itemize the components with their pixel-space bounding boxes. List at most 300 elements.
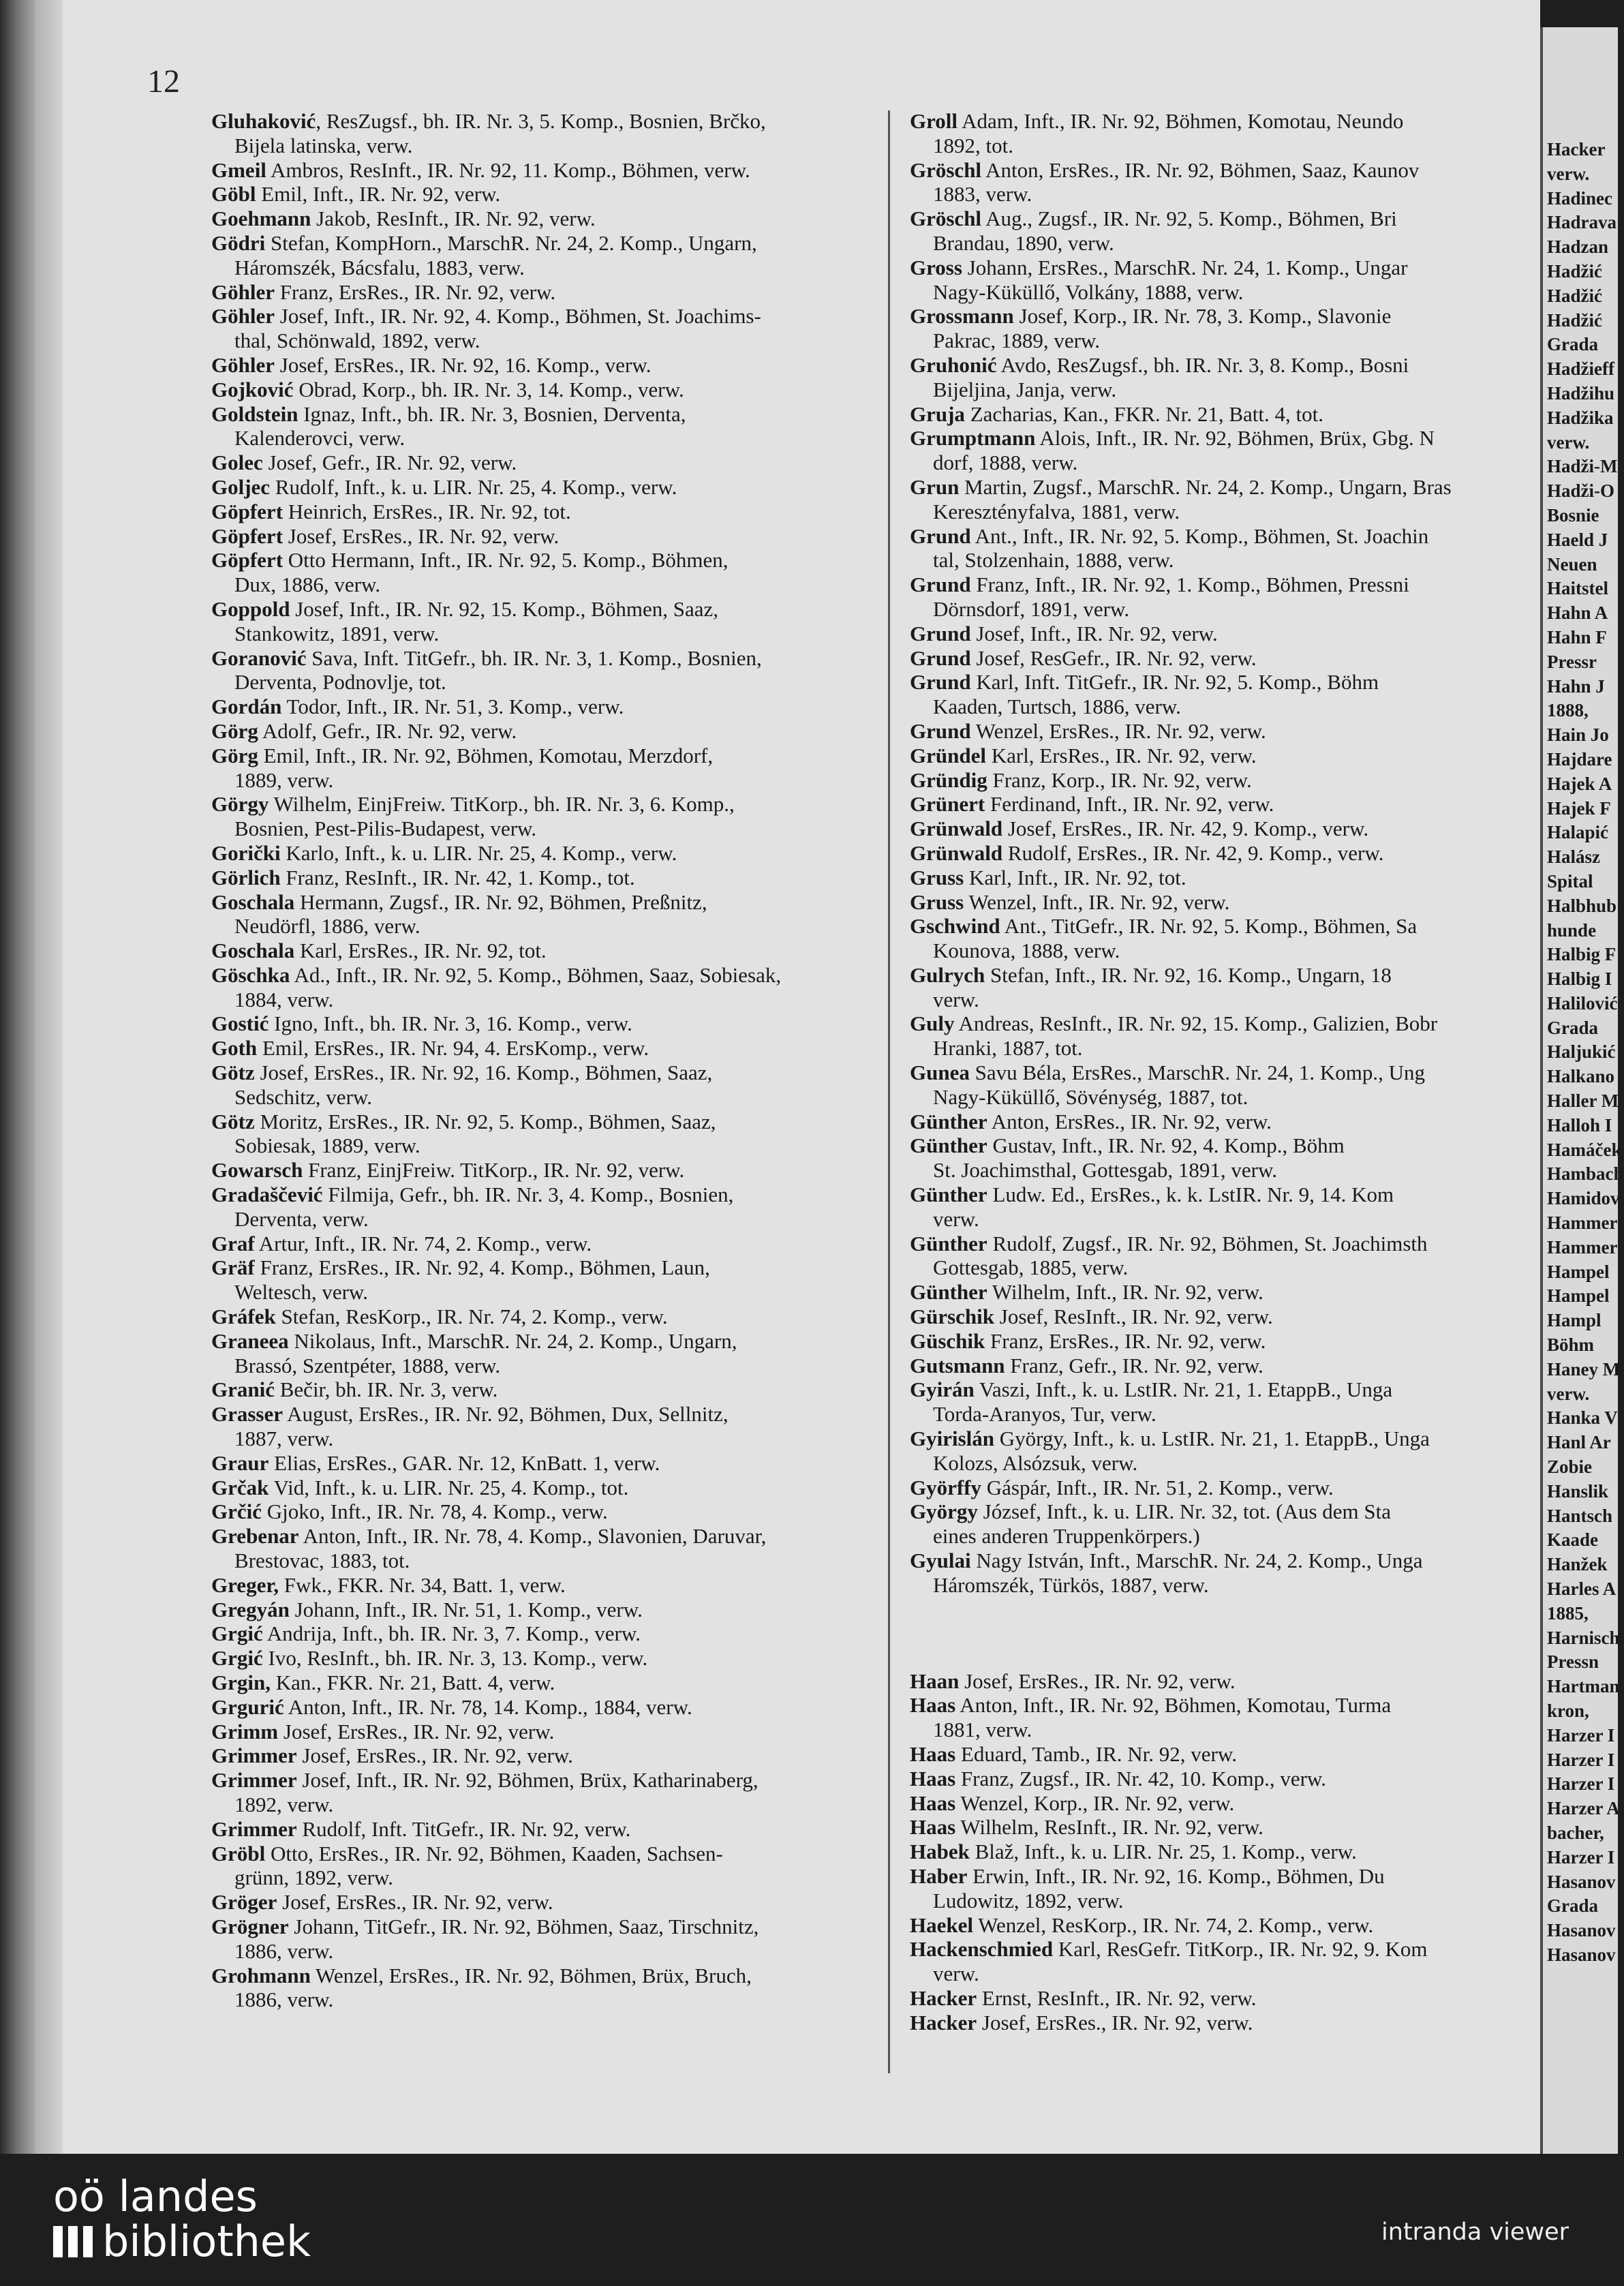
entry-details: Franz, EinjFreiw. TitKorp., IR. Nr. 92, verw. [303, 1158, 685, 1183]
list-entry [211, 158, 872, 183]
entry-surname: Götz [211, 1109, 255, 1133]
list-entry [211, 963, 872, 1012]
entry-details: Jakob, ResInft., IR. Nr. 92, verw. [311, 207, 596, 231]
next-page-fragment: Halbhub [1547, 895, 1617, 916]
list-entry [910, 1815, 1540, 1840]
list-entry [910, 207, 1540, 256]
entry-surname: Hacker [910, 2010, 977, 2034]
entry-details: Franz, ErsRes., IR. Nr. 92, verw. [275, 279, 556, 304]
entry-details: Ludw. Ed., ErsRes., k. k. LstIR. Nr. 9, 14. Kom [987, 1183, 1394, 1207]
entry-continuation: Neudörfl, 1886, verw. [234, 914, 420, 939]
next-page-fragment: Halloh I [1547, 1114, 1612, 1136]
list-entry [211, 792, 872, 841]
list-entry [910, 1742, 1540, 1767]
list-entry [211, 719, 872, 744]
list-entry [910, 1183, 1540, 1232]
entry-details: Josef, Inft., IR. Nr. 92, verw. [970, 621, 1218, 645]
next-page-fragment: Hambach [1547, 1163, 1624, 1185]
entry-details: Gáspár, Inft., IR. Nr. 51, 2. Komp., verw. [981, 1475, 1334, 1499]
entry-details: Adam, Inft., IR. Nr. 92, Böhmen, Komotau, Neundo [957, 109, 1404, 133]
entry-surname: Görgy [211, 792, 269, 817]
entry-surname: Goranović [211, 645, 307, 670]
entry-continuation: Bijeljina, Janja, verw. [933, 377, 1117, 401]
next-page-fragment: hunde [1547, 919, 1597, 941]
entry-details: Johann, Inft., IR. Nr. 51, 1. Komp., verw. [289, 1597, 643, 1621]
entry-continuation: 1892, verw. [234, 1792, 334, 1816]
entry-continuation: Weltesch, verw. [234, 1280, 369, 1305]
entry-continuation: Derventa, Podnovlje, tot. [234, 670, 446, 695]
entry-details: Moritz, ErsRes., IR. Nr. 92, 5. Komp., Böhmen, Saaz, [254, 1109, 716, 1133]
list-entry [211, 695, 872, 719]
next-page-fragment: Hadžić [1547, 260, 1602, 281]
entry-surname: Gyulai [910, 1549, 971, 1573]
library-logo[interactable] [53, 2171, 311, 2266]
entry-surname: Gröschl [910, 157, 982, 182]
logo-bars-icon [53, 2226, 102, 2257]
entry-continuation: Brandau, 1890, verw. [933, 230, 1114, 255]
next-page-fragment: Harnisch [1547, 1627, 1620, 1648]
list-entry [211, 304, 872, 353]
logo-line-1: oö landes [53, 2171, 258, 2221]
entry-details: Karl, ErsRes., IR. Nr. 92, tot. [294, 939, 547, 963]
entry-details: Vid, Inft., k. u. LIR. Nr. 25, 4. Komp., tot. [269, 1475, 629, 1499]
list-entry [211, 1061, 872, 1110]
list-entry [910, 646, 1540, 671]
entry-details: Aug., Zugsf., IR. Nr. 92, 5. Komp., Böhmen, Bri [981, 207, 1397, 231]
entry-details: Stefan, KompHorn., MarschR. Nr. 24, 2. Komp., Ungarn, [265, 230, 757, 255]
entry-details: Josef, ErsRes., IR. Nr. 92, 16. Komp., Böhmen, Saaz, [254, 1061, 713, 1085]
list-entry [910, 426, 1540, 475]
entry-surname: Götz [211, 1061, 255, 1085]
list-entry [910, 1499, 1540, 1549]
next-page-fragment: Hasanov [1547, 1920, 1616, 1941]
entry-details: Karl, Inft. TitGefr., IR. Nr. 92, 5. Komp., Böhm [970, 670, 1379, 695]
list-entry [211, 744, 872, 793]
entry-surname: Hacker [910, 1985, 977, 2010]
entry-surname: Göpfert [211, 523, 284, 548]
next-page-fragment: Hampl [1547, 1310, 1602, 1331]
entry-surname: Göhler [211, 304, 275, 329]
list-entry [211, 1964, 872, 2013]
entry-surname: György [910, 1499, 978, 1524]
entry-surname: Güschik [910, 1328, 985, 1353]
entry-details: Ambros, ResInft., IR. Nr. 92, 11. Komp., Böhmen, verw. [266, 157, 750, 182]
entry-details: Anton, Inft., IR. Nr. 92, Böhmen, Komotau, Turma [955, 1693, 1392, 1718]
entry-details: Josef, Inft., IR. Nr. 92, Böhmen, Brüx, Katharinaberg, [296, 1768, 759, 1793]
logo-line-2: bibliothek [102, 2216, 311, 2266]
next-page-fragment: 1888, [1547, 700, 1589, 721]
list-entry [910, 2011, 1540, 2035]
next-page-fragment: Hahn J [1547, 675, 1605, 697]
entry-surname: Gürschik [910, 1305, 995, 1329]
entry-surname: Gojković [211, 377, 294, 401]
list-entry [910, 1011, 1540, 1061]
list-entry [211, 353, 872, 378]
list-entry [910, 670, 1540, 719]
list-entry [211, 1402, 872, 1451]
list-entry [910, 402, 1540, 427]
book-gutter [0, 0, 35, 2154]
list-entry [910, 1767, 1540, 1791]
list-entry [211, 1476, 872, 1500]
entry-details: Avdo, ResZugsf., bh. IR. Nr. 3, 8. Komp., Bosni [996, 352, 1409, 377]
next-page-fragment: Hadžieff [1547, 359, 1614, 380]
entry-surname: Gruja [910, 401, 965, 426]
entry-details: Josef, ErsRes., IR. Nr. 92, verw. [278, 1719, 555, 1743]
entry-surname: Grund [910, 670, 971, 695]
entry-surname: Goth [211, 1036, 258, 1061]
entry-surname: Groll [910, 109, 958, 133]
list-entry [910, 768, 1540, 793]
entry-continuation: Kounova, 1888, verw. [933, 939, 1120, 963]
entry-surname: Grossmann [910, 304, 1014, 329]
entry-surname: Gluhaković [211, 109, 316, 133]
list-entry [211, 1110, 872, 1159]
list-entry [910, 1476, 1540, 1500]
list-entry [211, 866, 872, 890]
entry-continuation: Kalenderovci, verw. [234, 426, 405, 451]
entry-details: Andreas, ResInft., IR. Nr. 92, 15. Komp., Galizien, Bobr [954, 1011, 1438, 1036]
entry-surname: Grünert [910, 792, 985, 817]
entry-surname: Haas [910, 1815, 956, 1840]
next-page-fragment: Hadzan [1547, 237, 1609, 258]
list-entry [910, 304, 1540, 353]
entry-surname: Görg [211, 743, 258, 767]
list-entry [211, 1183, 872, 1232]
next-page-fragment: Haller M [1547, 1091, 1619, 1112]
list-entry [910, 109, 1540, 158]
list-entry [910, 792, 1540, 817]
entry-continuation: thal, Schönwald, 1892, verw. [234, 329, 480, 353]
entry-continuation: grünn, 1892, verw. [234, 1865, 394, 1890]
entry-details: Ernst, ResInft., IR. Nr. 92, verw. [977, 1985, 1257, 2010]
entry-details: Ignaz, Inft., bh. IR. Nr. 3, Bosnien, Derventa, [298, 401, 686, 426]
entry-details: Karl, ResGefr. TitKorp., IR. Nr. 92, 9. Kom [1053, 1937, 1428, 1962]
entry-details: Josef, ErsRes., IR. Nr. 92, verw. [277, 1890, 553, 1915]
list-entry [211, 1621, 872, 1646]
entry-details: Ad., Inft., IR. Nr. 92, 5. Komp., Böhmen, Saaz, Sobiesak, [290, 962, 782, 987]
list-entry [211, 1695, 872, 1720]
list-entry [211, 475, 872, 500]
next-page-fragment: Hadžika [1547, 407, 1614, 428]
entry-surname: Grögner [211, 1914, 289, 1938]
entry-details: Igno, Inft., bh. IR. Nr. 3, 16. Komp., verw. [269, 1011, 632, 1036]
entry-continuation: Sedschitz, verw. [234, 1084, 373, 1109]
list-entry [211, 1451, 872, 1476]
left-column [211, 109, 872, 2012]
entry-surname: Gutsmann [910, 1353, 1005, 1377]
next-page-fragment: Hadži-M [1547, 456, 1618, 477]
entry-details: Fwk., FKR. Nr. 34, Batt. 1, verw. [279, 1572, 566, 1597]
entry-continuation: Keresztényfalva, 1881, verw. [933, 499, 1180, 523]
entry-surname: Gräf [211, 1255, 255, 1280]
entry-surname: Gregyán [211, 1597, 290, 1621]
list-entry [910, 1937, 1540, 1986]
list-entry [211, 500, 872, 524]
next-page-fragment: Hadinec [1547, 187, 1613, 209]
entry-details: Franz, ErsRes., IR. Nr. 92, verw. [985, 1328, 1266, 1353]
entry-details: Todor, Inft., IR. Nr. 51, 3. Komp., verw. [281, 695, 624, 719]
list-entry [211, 1646, 872, 1671]
entry-details: Karlo, Inft., k. u. LIR. Nr. 25, 4. Komp., verw. [280, 840, 677, 865]
list-entry [211, 1890, 872, 1915]
entry-details: Franz, Gefr., IR. Nr. 92, verw. [1005, 1353, 1263, 1377]
entry-surname: Göpfert [211, 548, 284, 573]
entry-details: Franz, Inft., IR. Nr. 92, 1. Komp., Böhmen, Pressni [970, 573, 1409, 597]
entry-surname: Graneea [211, 1328, 289, 1353]
entry-details: Josef, Inft., IR. Nr. 92, 4. Komp., Böhmen, St. Joachims- [275, 304, 761, 329]
next-page-fragment: Pressn [1547, 1651, 1599, 1673]
next-page-fragment: Grada [1547, 1017, 1599, 1038]
entry-surname: Haan [910, 1668, 960, 1693]
list-entry [211, 548, 872, 597]
next-page-fragment: Neuen [1547, 553, 1597, 575]
list-entry [910, 475, 1540, 524]
next-page-fragment: Hanl Ar [1547, 1432, 1611, 1453]
entry-details: Wenzel, Inft., IR. Nr. 92, verw. [964, 889, 1230, 914]
list-entry [910, 1986, 1540, 2011]
entry-continuation: Brassó, Szentpéter, 1888, verw. [234, 1353, 501, 1377]
entry-details: Bečir, bh. IR. Nr. 3, verw. [275, 1377, 498, 1402]
next-page-fragment: Hasanov [1547, 1871, 1616, 1892]
entry-surname: Gründel [910, 743, 986, 767]
entry-details: Wilhelm, ResInft., IR. Nr. 92, verw. [955, 1815, 1263, 1840]
entry-details: György, Inft., k. u. LstIR. Nr. 21, 1. EtappB., Unga [994, 1427, 1430, 1451]
next-page-fragment: Hahn F [1547, 626, 1607, 647]
entry-continuation: Bijela latinska, verw. [234, 133, 413, 157]
next-page-fragment: Haney M [1547, 1358, 1621, 1380]
next-page-fragment: Zobie [1547, 1457, 1593, 1478]
entry-surname: Habek [910, 1840, 970, 1864]
entry-surname: Gyirislán [910, 1427, 995, 1451]
entry-continuation: 1884, verw. [234, 987, 334, 1011]
next-page-fragment: Hasanov [1547, 1944, 1616, 1965]
entry-details: Blaž, Inft., k. u. LIR. Nr. 25, 1. Komp., verw. [969, 1840, 1357, 1864]
entry-details: Gustav, Inft., IR. Nr. 92, 4. Komp., Böhm [987, 1133, 1345, 1158]
entry-surname: Günther [910, 1231, 987, 1255]
entry-surname: Goschala [211, 939, 295, 963]
entry-details: József, Inft., k. u. LIR. Nr. 32, tot. (Aus dem Sta [977, 1499, 1392, 1524]
entry-surname: Goschala [211, 889, 295, 914]
entry-details: Josef, ErsRes., IR. Nr. 92, verw. [296, 1743, 573, 1768]
list-entry [910, 890, 1540, 915]
entry-details: Rudolf, Zugsf., IR. Nr. 92, Böhmen, St. Joachimsth [987, 1231, 1428, 1255]
entry-details: Elias, ErsRes., GAR. Nr. 12, KnBatt. 1, verw. [269, 1450, 660, 1475]
list-entry [211, 1573, 872, 1598]
entry-details: Nagy István, Inft., MarschR. Nr. 24, 2. Komp., Unga [970, 1549, 1423, 1573]
entry-continuation: Háromszék, Türkös, 1887, verw. [933, 1572, 1209, 1597]
next-page-fragment: Hantsch [1547, 1505, 1613, 1526]
entry-surname: Haas [910, 1742, 956, 1766]
entry-surname: Graur [211, 1450, 269, 1475]
list-entry [910, 1305, 1540, 1329]
list-entry [910, 914, 1540, 963]
list-entry [910, 1377, 1540, 1427]
list-entry [211, 1598, 872, 1622]
entry-surname: Grund [910, 621, 971, 645]
entry-continuation: Nagy-Küküllő, Volkány, 1888, verw. [933, 279, 1244, 304]
section-gap [910, 1598, 1540, 1669]
entry-surname: Görlich [211, 865, 281, 889]
list-entry [211, 402, 872, 451]
entry-surname: Goehmann [211, 207, 311, 231]
entry-surname: Göhler [211, 279, 275, 304]
entry-continuation: dorf, 1888, verw. [933, 451, 1078, 475]
entry-continuation: Nagy-Küküllő, Sövénység, 1887, tot. [933, 1084, 1248, 1109]
next-page-fragment: verw. [1547, 1383, 1590, 1404]
next-page-fragment: Harzer I [1547, 1846, 1615, 1868]
entry-details: Adolf, Gefr., IR. Nr. 92, verw. [258, 718, 517, 743]
entry-continuation: tal, Stolzenhain, 1888, verw. [933, 548, 1174, 573]
next-page-fragment: Harzer I [1547, 1749, 1615, 1770]
entry-surname: Grumptmann [910, 426, 1036, 451]
entry-details: Wilhelm, EinjFreiw. TitKorp., bh. IR. Nr. 3, 6. Komp., [269, 792, 735, 817]
entry-continuation: Kaaden, Turtsch, 1886, verw. [933, 695, 1181, 719]
entry-surname: Gorički [211, 840, 281, 865]
list-entry [910, 1427, 1540, 1476]
list-entry [910, 1061, 1540, 1110]
entry-surname: Göschka [211, 962, 290, 987]
entry-details: Anton, Inft., IR. Nr. 78, 4. Komp., Slavonien, Daruvar, [298, 1524, 767, 1549]
list-entry [910, 841, 1540, 866]
entry-surname: Gründig [910, 767, 987, 792]
entry-surname: Grund [910, 718, 971, 743]
list-entry [211, 451, 872, 475]
entry-details: Josef, ErsRes., IR. Nr. 92, verw. [959, 1668, 1236, 1693]
entry-details: Eduard, Tamb., IR. Nr. 92, verw. [955, 1742, 1237, 1766]
list-entry [211, 524, 872, 549]
entry-details: Wilhelm, Inft., IR. Nr. 92, verw. [987, 1280, 1263, 1305]
next-page-fragment: Harzer I [1547, 1773, 1615, 1795]
entry-surname: Grimmer [211, 1768, 297, 1793]
next-page-fragment: Böhm [1547, 1335, 1595, 1356]
list-entry [910, 963, 1540, 1012]
list-entry [910, 1232, 1540, 1281]
next-page-fragment: Hartman [1547, 1676, 1620, 1697]
entry-details: Ant., Inft., IR. Nr. 92, 5. Komp., Böhmen, St. Joachin [970, 523, 1429, 548]
entry-surname: Hackenschmied [910, 1937, 1054, 1962]
entry-continuation: 1889, verw. [234, 767, 334, 792]
next-page-fragment: Hammer [1547, 1213, 1618, 1234]
next-page-fragment: Halkano [1547, 1066, 1615, 1087]
entry-continuation: St. Joachimsthal, Gottesgab, 1891, verw. [933, 1158, 1278, 1183]
entry-surname: Graf [211, 1231, 255, 1255]
entry-surname: Greger, [211, 1572, 279, 1597]
entry-details: Josef, Inft., IR. Nr. 92, 15. Komp., Böhmen, Saaz, [290, 596, 718, 621]
entry-continuation: Kolozs, Alsózsuk, verw. [933, 1450, 1138, 1475]
list-entry [910, 1329, 1540, 1354]
entry-details: Wenzel, ErsRes., IR. Nr. 92, verw. [970, 718, 1266, 743]
entry-surname: Grčak [211, 1475, 269, 1499]
entry-surname: Grasser [211, 1402, 284, 1427]
entry-continuation: Torda-Aranyos, Tur, verw. [933, 1402, 1156, 1427]
entry-details: Johann, ErsRes., MarschR. Nr. 24, 1. Komp., Ungar [962, 255, 1408, 279]
entry-surname: Golec [211, 451, 263, 475]
next-page-fragment: Halapić [1547, 822, 1609, 843]
entry-details: Josef, ErsRes., IR. Nr. 42, 9. Komp., verw. [1002, 817, 1369, 841]
next-page-fragment: Spital [1547, 870, 1593, 891]
next-page-fragment: Hadžić [1547, 309, 1602, 331]
list-entry [910, 622, 1540, 646]
entry-surname: Grund [910, 523, 971, 548]
list-entry [211, 1768, 872, 1817]
entry-details: Savu Béla, ErsRes., MarschR. Nr. 24, 1. Komp., Ung [969, 1061, 1426, 1085]
next-page-fragment: Hajek F [1547, 797, 1611, 819]
entry-details: Josef, ErsRes., IR. Nr. 92, 16. Komp., verw. [275, 352, 652, 377]
list-entry [910, 1110, 1540, 1134]
entry-details: Nikolaus, Inft., MarschR. Nr. 24, 2. Komp., Ungarn, [288, 1328, 737, 1353]
list-entry [211, 1329, 872, 1378]
entry-continuation: Sobiesak, 1889, verw. [234, 1133, 420, 1158]
entry-surname: Gradaščević [211, 1183, 323, 1207]
list-entry [211, 1011, 872, 1036]
entry-details: Emil, Inft., IR. Nr. 92, verw. [256, 182, 501, 207]
entry-details: Josef, Korp., IR. Nr. 78, 3. Komp., Slavonie [1013, 304, 1392, 329]
entry-surname: Grohmann [211, 1963, 311, 1987]
list-entry [910, 1791, 1540, 1816]
entry-details: Rudolf, Inft., k. u. LIR. Nr. 25, 4. Komp., verw. [270, 474, 677, 499]
entry-continuation: 1886, verw. [234, 1938, 334, 1963]
entry-continuation: Stankowitz, 1891, verw. [234, 621, 440, 645]
entry-surname: Haekel [910, 1912, 973, 1937]
next-page-fragment: Kaade [1547, 1529, 1599, 1551]
entry-surname: Günther [910, 1133, 987, 1158]
list-entry [211, 1720, 872, 1744]
entry-continuation: Ludowitz, 1892, verw. [933, 1888, 1124, 1912]
entry-surname: Gowarsch [211, 1158, 303, 1183]
entry-continuation: verw. [933, 1962, 979, 1986]
entry-details: Andrija, Inft., bh. IR. Nr. 3, 7. Komp., verw. [262, 1621, 641, 1646]
entry-surname: Gruss [910, 889, 964, 914]
entry-details: Kan., FKR. Nr. 21, Batt. 4, verw. [270, 1671, 555, 1694]
entry-surname: Gröbl [211, 1841, 266, 1865]
entry-details: Wenzel, Korp., IR. Nr. 92, verw. [955, 1790, 1235, 1815]
entry-surname: Gröger [211, 1890, 277, 1915]
list-entry [910, 573, 1540, 622]
entry-details: Vaszi, Inft., k. u. LstIR. Nr. 21, 1. EtappB., Unga [974, 1377, 1393, 1402]
entry-surname: Gödri [211, 230, 266, 255]
list-entry [211, 646, 872, 695]
list-entry [910, 719, 1540, 744]
list-entry [211, 1305, 872, 1329]
entry-details: Martin, Zugsf., MarschR. Nr. 24, 2. Komp., Ungarn, Bras [959, 474, 1452, 499]
entry-details: Otto, ErsRes., IR. Nr. 92, Böhmen, Kaaden, Sachsen- [265, 1841, 723, 1865]
next-page-fragment: Hahn A [1547, 603, 1608, 624]
entry-details: Stefan, ResKorp., IR. Nr. 74, 2. Komp., verw. [275, 1305, 668, 1329]
entry-surname: Györffy [910, 1475, 982, 1499]
entry-surname: Görg [211, 718, 258, 743]
next-page-fragment: Harzer I [1547, 1724, 1615, 1746]
viewer-brand[interactable]: intranda viewer [1381, 2219, 1569, 2246]
list-entry [910, 866, 1540, 890]
next-page-fragment: 1885, [1547, 1602, 1589, 1624]
list-entry [211, 1524, 872, 1573]
list-entry [211, 182, 872, 207]
entry-continuation: 1886, verw. [234, 1987, 334, 2012]
list-entry [211, 207, 872, 231]
next-page-fragment: Haljukić [1547, 1041, 1616, 1063]
entry-details: Stefan, Inft., IR. Nr. 92, 16. Komp., Ungarn, 18 [985, 962, 1392, 987]
entry-continuation: Bosnien, Pest-Pilis-Budapest, verw. [234, 817, 537, 841]
column-divider [888, 110, 890, 2073]
next-page-fragment: Haeld J [1547, 529, 1608, 550]
entry-details: Karl, ErsRes., IR. Nr. 92, verw. [985, 743, 1257, 767]
entry-surname: Grgin, [211, 1671, 271, 1694]
entry-surname: Gmeil [211, 157, 266, 182]
entry-surname: Grimm [211, 1719, 279, 1743]
entry-details: Josef, ErsRes., IR. Nr. 92, verw. [283, 523, 560, 548]
entry-details: Josef, ResInft., IR. Nr. 92, verw. [994, 1305, 1273, 1329]
